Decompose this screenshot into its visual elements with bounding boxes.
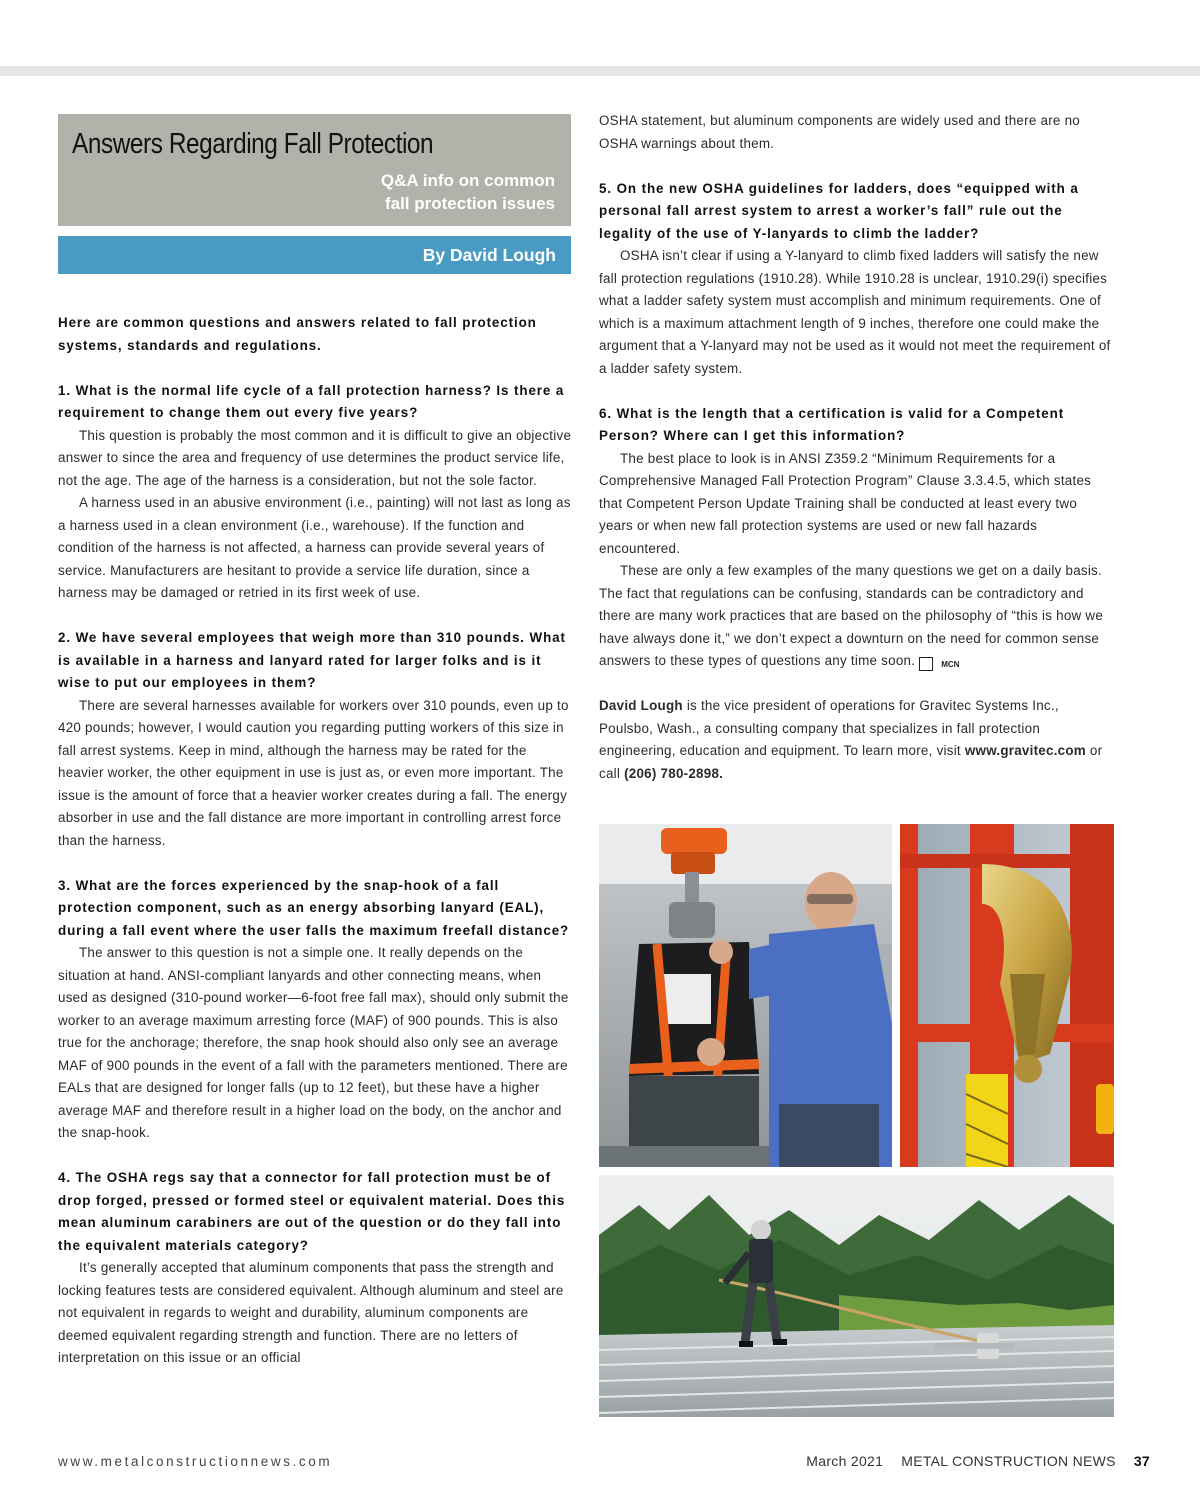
question-6: 6. What is the length that a certification is valid for a Competent Person? Where can I get this information? xyxy=(599,405,1065,443)
title-box xyxy=(58,114,571,226)
bio-mid: or call xyxy=(599,743,1103,781)
page-number: 37 xyxy=(1133,1453,1150,1469)
answer-1-paragraph-2: A harness used in an abusive environment (i.e., painting) will not last as long as a harness used in a clean environment (i.e., warehouse). If the function and condition of the harness is not affected, a harness can provide several years of service. Manufacturers are hesitant to provide a service life duration, since a harness may be damaged or retried in its first week of use. xyxy=(58,495,571,600)
answer-6-paragraph-2-text: These are only a few examples of the many questions we get on a daily basis. The fact that regulations can be confusing, standards can be contradictory and there are many work practices that are based on the philosophy of “this is how we have always done it,” we don’t expect a downturn on the need for common sense answers to these types of questions any time soon. xyxy=(599,563,1104,668)
bio-name: David Lough xyxy=(599,698,683,713)
bio-phone: (206) 780-2898. xyxy=(624,765,724,781)
answer-1-paragraph-1: This question is probably the most common and it is difficult to give an objective answer to since the area and frequency of use determines the product service life, not the age. The age of the harness is a consideration, but not the sole factor. xyxy=(58,427,572,488)
intro-text: Here are common questions and answers related to fall protection systems, standards and regulations. xyxy=(58,315,537,353)
footer-publication: METAL CONSTRUCTION NEWS xyxy=(901,1453,1116,1469)
footer-website[interactable]: www.metalconstructionnews.com xyxy=(58,1454,333,1469)
right-column xyxy=(599,110,1111,785)
question-5: 5. On the new OSHA guidelines for ladders, does “equipped with a personal fall arrest system to arrest a worker’s fall” rule out the legality of the use of Y-lanyards to climb the ladder? xyxy=(599,180,1079,241)
photo-harness-demo xyxy=(599,824,892,1167)
subtitle-line-2: fall protection issues xyxy=(384,194,555,213)
answer-5-paragraph-1: OSHA isn’t clear if using a Y-lanyard to climb fixed ladders will satisfy the new fall protection regulations (1910.28). While 1910.28 is unclear, 1910.29(i) specifies what a ladder safety system must accomplish and minimum requirements. One of which is a maximum attachment length of 9 inches, therefore one could make the argument that a Y-lanyard may not be used as it would not meet the requirement of a ladder safety system. xyxy=(599,248,1111,376)
end-mark-icon: MCN xyxy=(919,657,933,671)
question-2: 2. We have several employees that weigh more than 310 pounds. What is available in a harness and lanyard rated for larger folks and is it wise to put our employees in them? xyxy=(58,630,566,690)
question-3: 3. What are the forces experienced by the snap-hook of a fall protection component, such as an energy absorbing lanyard (EAL), during a fall event where the user falls the maximum freefall distance? xyxy=(58,877,570,938)
bio-text: is the vice president of operations for Gravitec Systems Inc., Poulsbo, Wash., a consulting company that specializes in fall protection engineering, education and equipment. To learn more, visit xyxy=(599,698,1059,758)
answer-6-paragraph-2 xyxy=(599,560,1111,673)
author-bio xyxy=(599,695,1111,785)
footer-date: March 2021 xyxy=(806,1453,884,1469)
answer-3-paragraph-1: The answer to this question is not a simple one. It really depends on the situation at hand. ANSI-compliant lanyards and other connecting means, when used as designed (310-pound worker—6-foot free fall max), should only submit the worker to an average maximum arresting force (MAF) of 900 pounds. This is also true for the anchorage; therefore, the snap hook should also only see an average MAF of 900 pounds in the event of a fall with the parameters mentioned. There are EALs that are designed for longer falls (up to 12 feet), but these have a higher average MAF and therefore result in a higher load on the body, on the anchor and the snap-hook. xyxy=(58,945,569,1140)
question-4: 4. The OSHA regs say that a connector for fall protection must be of drop forged, pressed or formed steel or equivalent material. Does this mean aluminum carabiners are out of the question or do they fall into the equivalent materials category? xyxy=(58,1170,566,1253)
top-rule xyxy=(0,66,1200,76)
footer-info xyxy=(806,1453,1150,1469)
article-subtitle xyxy=(381,169,555,215)
answer-4-paragraph-1: It’s generally accepted that aluminum components that pass the strength and locking features tests are considered equivalent. Although aluminum and steel are not equivalent in regards to weight and durability, aluminum components are deemed equivalent regarding strength and function. There are no letters of interpretation on this issue or an official xyxy=(58,1260,564,1365)
bio-url[interactable]: www.gravitec.com xyxy=(964,743,1086,758)
answer-4-continued: OSHA statement, but aluminum components are widely used and there are no OSHA warnings about them. xyxy=(599,113,1080,151)
left-column xyxy=(58,312,572,1370)
question-1: 1. What is the normal life cycle of a fall protection harness? Is there a requirement to change them out every five years? xyxy=(58,382,565,420)
subtitle-line-1: Q&A info on common xyxy=(380,171,555,190)
article-title: Answers Regarding Fall Protection xyxy=(72,128,434,160)
byline: By David Lough xyxy=(422,245,556,265)
byline-box xyxy=(58,236,571,274)
photo-roof-worker xyxy=(599,1175,1114,1417)
answer-2-paragraph-1: There are several harnesses available for workers over 310 pounds, even up to 420 pounds; however, I would caution you regarding putting workers of this size in fall arrest systems. Keep in mind, although the harness may be rated for the heavier worker, the other equipment in use is just as, or even more important. The issue is the amount of force that a heavier worker creates during a fall. The energy absorber in use and the fall distance are more important in controlling arrest force than the harness. xyxy=(58,697,569,848)
answer-6-paragraph-1: The best place to look is in ANSI Z359.2 “Minimum Requirements for a Comprehensive Managed Fall Protection Program” Clause 3.3.4.5, which states that Competent Person Update Training shall be conducted at least every two years or when new fall protection systems are used or new fall hazards encountered. xyxy=(599,450,1092,556)
photo-snap-hook xyxy=(900,824,1114,1167)
